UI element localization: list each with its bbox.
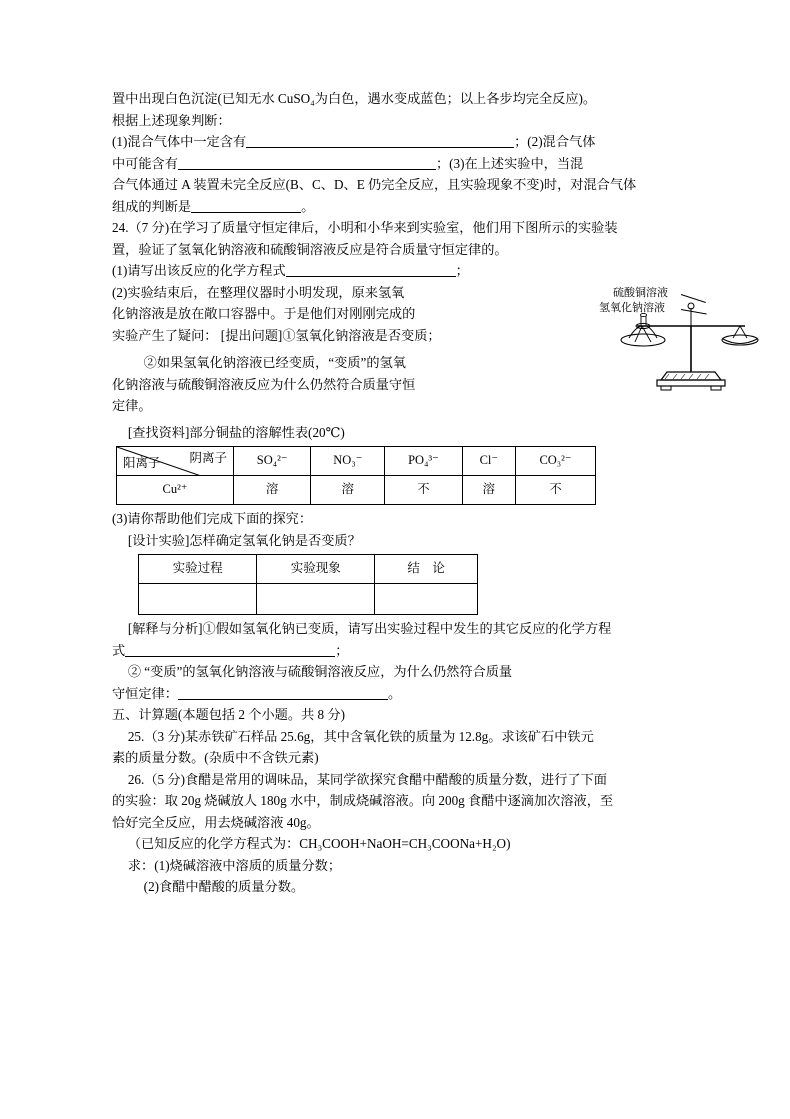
balance-scale-drawing — [595, 286, 775, 396]
text-fragment: 。 — [301, 198, 315, 214]
question-24-intro2: 置，验证了氢氧化钠溶液和硫酸铜溶液反应是符合质量守恒定律的。 — [112, 241, 508, 257]
paragraph-line: ②如果氢氧化钠溶液已经变质，“变质”的氢氧 — [143, 355, 406, 370]
table-header-cell: PO₄³⁻ — [385, 447, 462, 476]
table-row — [117, 476, 596, 505]
question-23-3 — [112, 196, 682, 218]
text-fragment: (1)请写出该反应的化学方程式 — [112, 263, 286, 278]
table-cell-empty[interactable] — [139, 584, 257, 615]
document-body — [112, 88, 682, 898]
paragraph-line: 置中出现白色沉淀(已知无水 CuSO₄为白色，遇水变成蓝色；以上各步均完全反应)。 — [112, 91, 597, 106]
analysis-blank-line-2 — [112, 683, 682, 705]
text-fragment: 式 — [112, 642, 126, 658]
question-24-1 — [112, 260, 682, 282]
column-header-anion: 阴离子 — [189, 451, 227, 465]
question-23-1 — [112, 131, 682, 153]
text-fragment: ； — [335, 642, 349, 658]
paragraph-line: 实验产生了疑问： [提出问题]①氢氧化钠溶液是否变质； — [112, 327, 441, 343]
question-25-line1: 25.（3 分)某赤铁矿石样品 25.6g，其中含氧化铁的质量为 12.8g。求该矿石中铁元 — [127, 728, 594, 744]
question-26-ask2: (2)食醋中醋酸的质量分数。 — [143, 879, 305, 894]
table-header-cell: 结 论 — [375, 555, 478, 584]
text-fragment: ；(3)在上述实验中，当混 — [435, 155, 584, 171]
paragraph-line: 化钠溶液是放在敞口容器中。于是他们对刚刚完成的 — [112, 306, 416, 321]
table-row — [139, 555, 478, 584]
table-header-cell: SO₄²⁻ — [234, 447, 311, 476]
paragraph-line: 根据上述现象判断： — [112, 112, 231, 128]
answer-blank[interactable] — [191, 197, 301, 213]
text-fragment: ；(2)混合气体 — [514, 134, 596, 149]
table-cell: 溶 — [234, 476, 311, 505]
text-fragment: 组成的判断是 — [112, 198, 192, 214]
analysis-blank-line — [112, 640, 682, 662]
question-24-intro: 24.（7 分)在学习了质量守恒定律后，小明和小华来到实验室，他们用下图所示的实验装 — [112, 220, 618, 235]
table-cell-empty[interactable] — [375, 584, 478, 615]
text-fragment: (1)混合气体中一定含有 — [112, 134, 247, 149]
figure-label-copper-sulfate: 硫酸铜溶液 — [613, 287, 668, 299]
balance-figure — [595, 286, 775, 396]
question-24-3: (3)请你帮助他们完成下面的探究： — [112, 511, 313, 526]
text-fragment: 守恒定律： — [112, 685, 178, 701]
question-26-line3: 恰好完全反应，用去烧碱溶液 40g。 — [112, 814, 320, 830]
table-cell: 溶 — [311, 476, 385, 505]
table-corner-cell — [117, 447, 234, 476]
question-26-line1: 26.（5 分)食醋是常用的调味品，某同学欲探究食醋中醋酸的质量分数，进行了下面 — [127, 771, 607, 787]
question-26-equation: （已知反应的化学方程式为：CH₃COOH+NaOH=CH₃COONa+H₂O) — [127, 836, 511, 851]
question-25-line2: 素的质量分数。(杂质中不含铁元素) — [112, 750, 319, 765]
table-header-cell: 实验过程 — [139, 555, 257, 584]
solubility-table — [116, 446, 596, 505]
answer-blank[interactable] — [286, 261, 456, 277]
answer-blank[interactable] — [178, 684, 388, 700]
table-header-cell: CO₃²⁻ — [515, 447, 595, 476]
text-fragment: ； — [455, 263, 469, 278]
answer-blank[interactable] — [125, 641, 335, 657]
analysis-line-2: ② “变质”的氢氧化钠溶液与硫酸铜溶液反应，为什么仍然符合质量 — [127, 664, 513, 679]
table-cell: 不 — [515, 476, 595, 505]
table-header-cell: 实验现象 — [257, 555, 375, 584]
figure-label-sodium-hydroxide: 氢氧化钠溶液 — [599, 302, 665, 314]
paragraph-line: 定律。 — [112, 398, 152, 413]
section-5-heading: 五、计算题(本题包括 2 个小题。共 8 分) — [112, 707, 345, 722]
experiment-design-table — [138, 554, 478, 615]
question-26-ask1: 求：(1)烧碱溶液中溶质的质量分数； — [127, 857, 342, 873]
design-heading: [设计实验]怎样确定氢氧化钠是否变质？ — [127, 532, 361, 548]
column-header-cation: 阳离子 — [123, 455, 161, 470]
table-cell: 不 — [385, 476, 462, 505]
table-header-cell: NO₃⁻ — [311, 447, 385, 476]
table-row-label: Cu²⁺ — [117, 476, 234, 505]
paragraph-line: 化钠溶液与硫酸铜溶液反应为什么仍然符合质量守恒 — [112, 376, 416, 392]
answer-blank[interactable] — [178, 154, 436, 170]
text-fragment: 中可能含有 — [112, 155, 178, 171]
analysis-line: [解释与分析]①假如氢氧化钠已变质，请写出实验过程中发生的其它反应的化学方程 — [127, 621, 612, 636]
question-24-2: (2)实验结束后，在整理仪器时小明发现，原来氢氧 — [112, 284, 405, 300]
question-26-line2: 的实验：取 20g 烧碱放人 180g 水中，制成烧碱溶液。向 200g 食醋中逐滴加次溶液，至 — [112, 793, 614, 808]
answer-blank[interactable] — [246, 132, 514, 148]
table-row — [139, 584, 478, 615]
table-cell: 溶 — [462, 476, 515, 505]
table-header-cell: Cl⁻ — [462, 447, 515, 476]
table-row — [117, 447, 596, 476]
question-23-2 — [112, 153, 682, 175]
text-fragment: 。 — [387, 685, 402, 701]
table-cell-empty[interactable] — [257, 584, 375, 615]
resource-heading: [查找资料]部分铜盐的溶解性表(20℃) — [127, 424, 345, 440]
paragraph-line: 合气体通过 A 装置未完全反应(B、C、D、E 仍完全反应，且实验现象不变)时，对混合气体 — [112, 177, 637, 192]
